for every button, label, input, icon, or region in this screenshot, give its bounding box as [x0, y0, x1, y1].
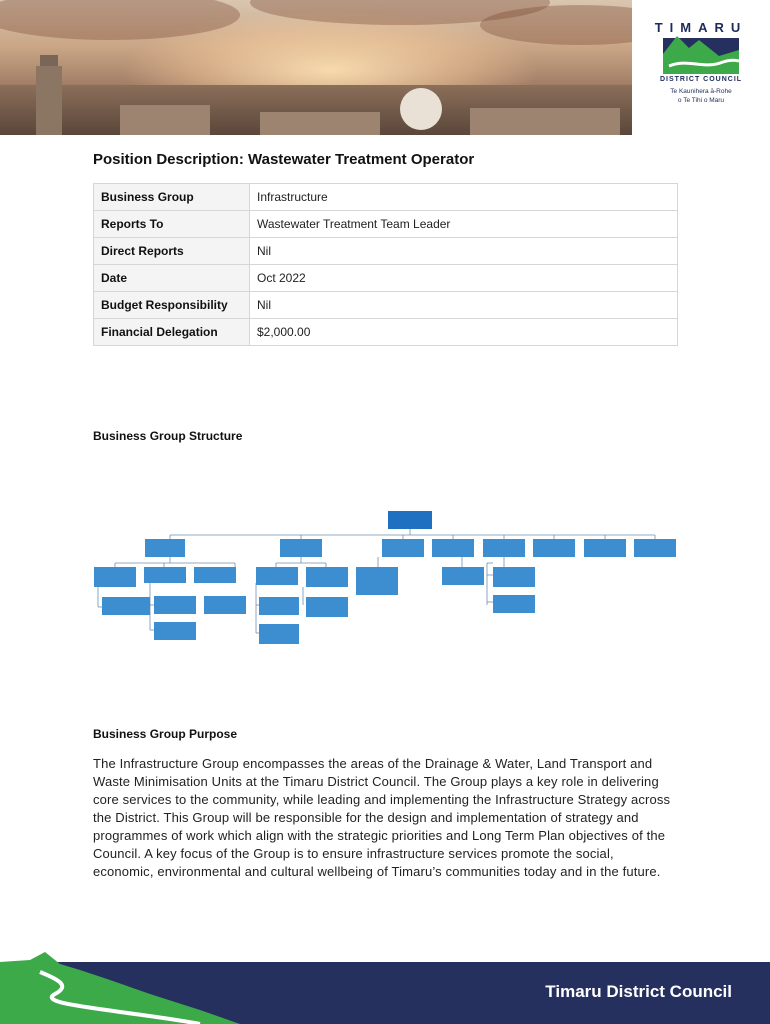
detail-label: Reports To [94, 211, 250, 238]
org-box-three-waters-advisor [584, 539, 626, 557]
detail-label: Direct Reports [94, 238, 250, 265]
detail-value: $2,000.00 [250, 319, 678, 346]
org-box-water-services-reticulation-engineer [280, 539, 322, 557]
detail-value: Nil [250, 238, 678, 265]
structure-heading: Business Group Structure [93, 429, 243, 443]
org-box-systems-engineer [442, 567, 484, 585]
timaru-logo [632, 0, 770, 135]
org-box-water-specialist [634, 539, 676, 557]
table-row [94, 292, 678, 319]
table-row [94, 211, 678, 238]
detail-label: Business Group [94, 184, 250, 211]
org-box-water-services-technical-officer [259, 624, 299, 644]
detail-label: Budget Responsibility [94, 292, 250, 319]
footer-landscape-icon [0, 950, 260, 1024]
observatory-dome [400, 88, 442, 130]
org-box-wastewater-compliance-officer [194, 567, 236, 583]
logo-council-text: DISTRICT COUNCIL [659, 76, 743, 83]
table-row [94, 265, 678, 292]
org-box-wastewater-treatment-team-leader [94, 567, 136, 587]
logo-maori-text: Te Kaunihera ā-Rohe o Te Tihi o Maru [670, 88, 732, 104]
detail-value: Nil [250, 292, 678, 319]
detail-label: Financial Delegation [94, 319, 250, 346]
org-box-water-services-network-specialist [493, 567, 535, 587]
org-box-water-services-support [533, 539, 575, 557]
org-box-water-treatment-team-leader [144, 567, 186, 583]
org-box-water-services-coordinator [256, 567, 298, 585]
detail-value: Oct 2022 [250, 265, 678, 292]
footer-banner [0, 950, 770, 1024]
purpose-paragraph: The Infrastructure Group encompasses the areas of the Drainage & Water, Land Transport and Waste Minimisation Units at the Timaru District Council. The Group plays a key role in delivering core services to the community, while leading and implementing the Infrastructure Strategy across the District. This Group will be responsible for the design and implementation of strategy and programmes of work which align with the strategic priorities and Long Term Plan objectives of the Council. A key focus of the Group is to ensure infrastructure services promote the social, economic, environmental and cultural wellbeing of Timaru’s communities today and in the future. [93, 756, 671, 879]
org-box-water-services-project-manager [356, 567, 398, 595]
org-box-drainage-water-manager [388, 511, 432, 529]
org-box-trade-waste-officer [204, 596, 246, 614]
logo-wordmark: TIMARU [654, 20, 748, 35]
detail-label: Date [94, 265, 250, 292]
purpose-heading: Business Group Purpose [93, 727, 238, 741]
org-box-wastewater-treatment-operator [102, 597, 150, 615]
page-title: Position Description: Wastewater Treatment Operator [93, 151, 475, 168]
org-box-water-services-administrator [259, 597, 299, 615]
org-box-water-services-engineer [382, 539, 424, 557]
org-box-water-services-operations-engineer [145, 539, 185, 557]
detail-value: Wastewater Treatment Team Leader [250, 211, 678, 238]
org-chart [90, 505, 680, 650]
detail-value: Infrastructure [250, 184, 678, 211]
table-row [94, 184, 678, 211]
clock-tower [36, 66, 62, 135]
org-box-water-services-asset-officer [306, 567, 348, 587]
table-row [94, 319, 678, 346]
org-box-water-treatment-operator-2 [154, 622, 196, 640]
logo-mountain-icon [659, 32, 743, 76]
org-box-water-treatment-operator [154, 596, 196, 614]
org-box-three-waters-compliance-officer [493, 595, 535, 613]
org-box-drainage-technician [306, 597, 348, 617]
org-box-water-technical-advisor [483, 539, 525, 557]
footer-council-name: Timaru District Council [545, 982, 732, 1001]
org-box-infrastructure-analyst [432, 539, 474, 557]
table-row [94, 238, 678, 265]
position-details-table [93, 183, 678, 346]
